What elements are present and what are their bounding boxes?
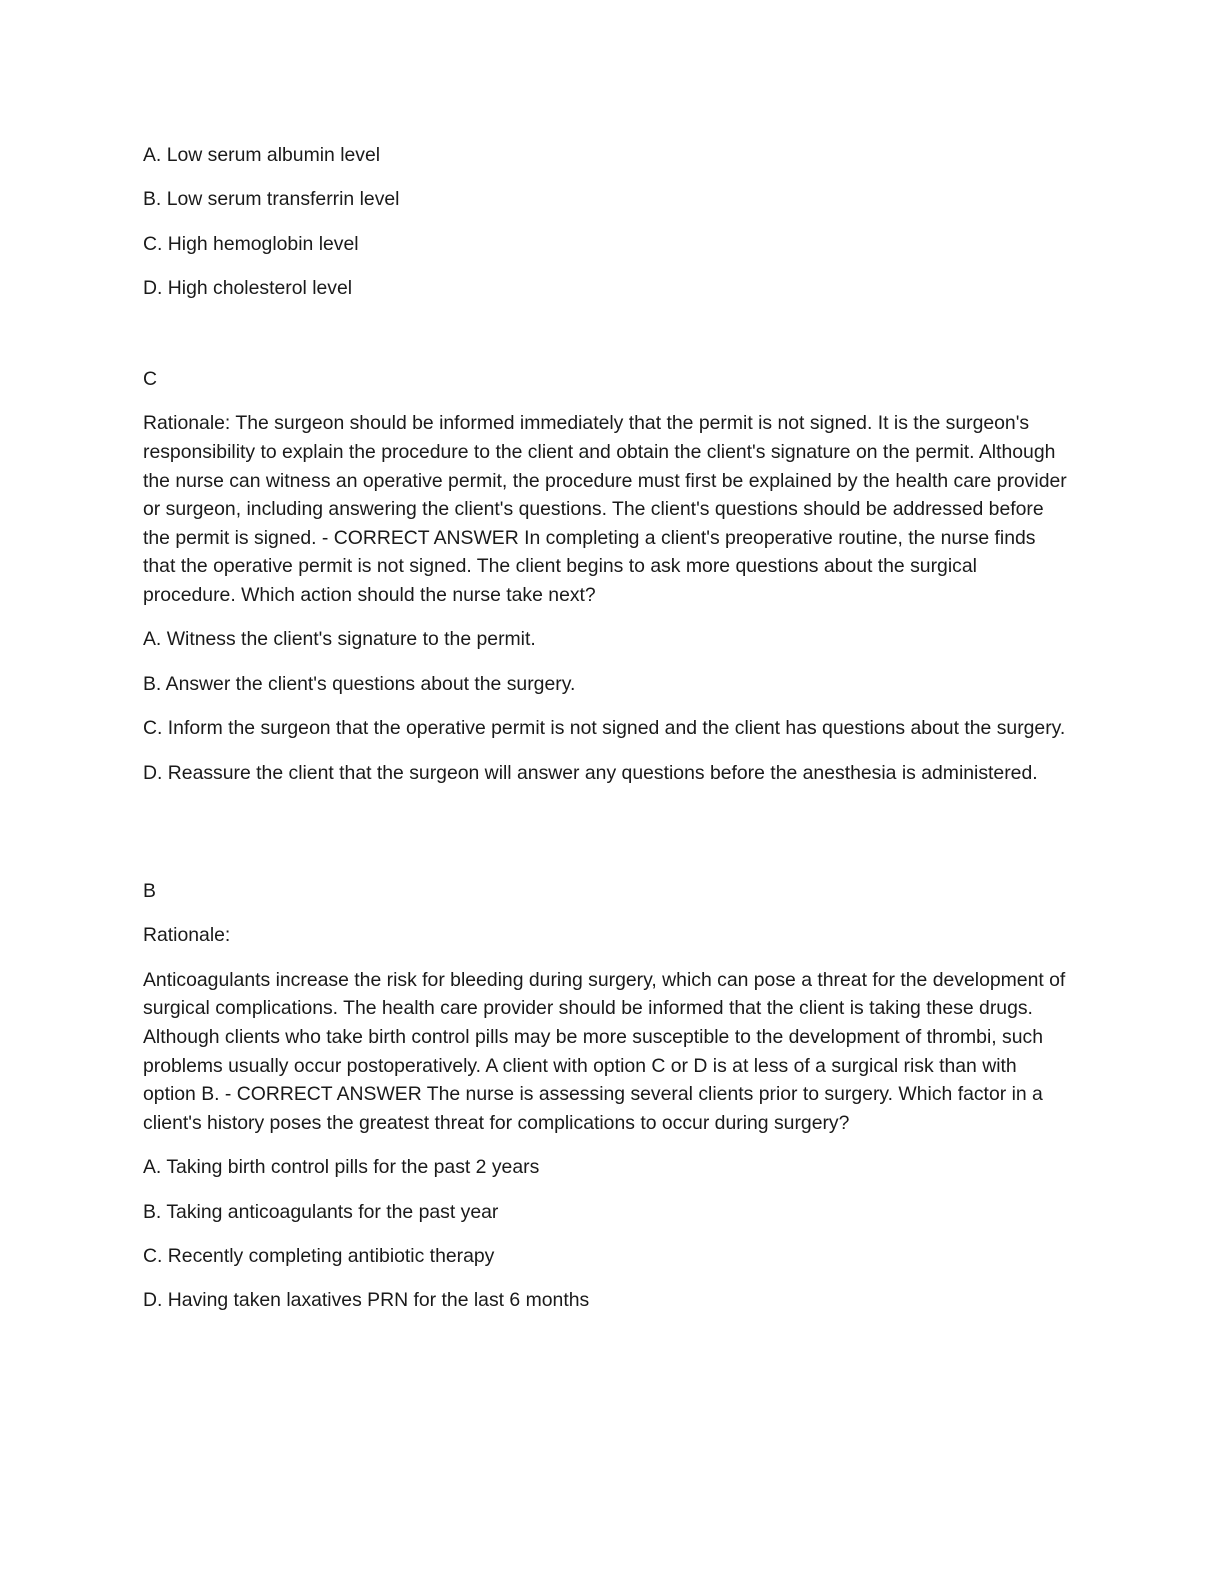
- option-d: D. Reassure the client that the surgeon will answer any questions before the anesthesia is administered.: [143, 761, 1038, 784]
- option-b: B. Low serum transferrin level: [143, 188, 400, 211]
- option-d: D. High cholesterol level: [143, 277, 353, 300]
- option-b: B. Taking anticoagulants for the past year: [143, 1200, 499, 1223]
- option-c: C. Inform the surgeon that the operative permit is not signed and the client has questions about the surgery.: [143, 717, 1066, 740]
- question-1-options: [143, 141, 1073, 319]
- option-b: B. Answer the client's questions about the surgery.: [143, 672, 576, 695]
- rationale-text: Rationale: The surgeon should be informed immediately that the permit is not signed. It is the surgeon's responsibility to explain the procedure to the client and obtain the client's signature on the permit. Although the nurse can witness an operative permit, the procedure must first be explained by the health care provider or surgeon, including answering the client's questions. The client's questions should be addressed before the permit is signed. - CORRECT ANSWER In completing a client's preoperative routine, the nurse finds that the operative permit is not signed. The client begins to ask more questions about the surgical procedure. Which action should the nurse take next?: [143, 412, 1067, 606]
- question-2: [143, 365, 1073, 803]
- option-c: C. Recently completing antibiotic therapy: [143, 1244, 495, 1267]
- rationale-label: Rationale:: [143, 924, 231, 947]
- answer-letter: C: [143, 368, 158, 390]
- answer-letter: B: [143, 880, 156, 902]
- rationale-text: Anticoagulants increase the risk for bleeding during surgery, which can pose a threat for the development of surgical complications. The health care provider should be informed that the client is taking these drugs. Although clients who take birth control pills may be more susceptible to the development of thrombi, such problems usually occur postoperatively. A client with option C or D is at less of a surgical risk than with option B. - CORRECT ANSWER The nurse is assessing several clients prior to surgery. Which factor in a client's history poses the greatest threat for complications to occur during surgery?: [143, 968, 1066, 1134]
- option-a: A. Witness the client's signature to the permit.: [143, 628, 536, 651]
- option-d: D. Having taken laxatives PRN for the last 6 months: [143, 1289, 590, 1312]
- question-3: [143, 877, 1073, 1331]
- option-a: A. Low serum albumin level: [143, 144, 381, 166]
- option-a: A. Taking birth control pills for the past 2 years: [143, 1156, 540, 1179]
- option-c: C. High hemoglobin level: [143, 232, 359, 255]
